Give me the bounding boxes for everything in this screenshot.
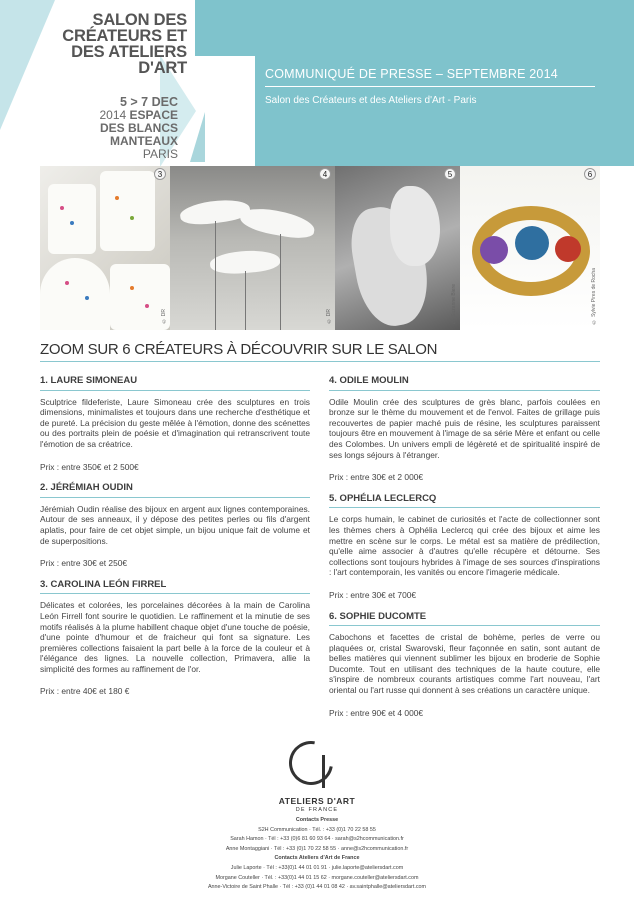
creator-description: Le corps humain, le cabinet de curiosités et l'acte de collectionner sont les thèmes chers à Ophélia Leclercq qui crée des bijoux et aime les mettre en scène sur le corps. Le métal est sa matière de prédilection, qu'elle aime associer à d'autres qu'elle récupère et détourne. Ses collections sont toujours hybrides à l'image de ses sources d'inspirations : l'art contemporain, les vanités ou encore l'imagerie médicale. bbox=[329, 514, 600, 578]
photo-number-badge: 3 bbox=[154, 168, 166, 180]
creator-section bbox=[329, 494, 600, 601]
creator-heading: 1. LAURE SIMONEAU bbox=[40, 376, 310, 391]
bracelet-gem bbox=[480, 236, 508, 264]
sculpture-rod bbox=[245, 271, 246, 330]
flower-motif bbox=[85, 296, 89, 300]
press-contact-line: Anne Montaggiani · Tél : +33 (0)1 70 22 58 55 · anne@s2hcommunication.fr bbox=[225, 845, 409, 852]
porcelain-cup bbox=[48, 184, 96, 254]
sculpture-rod bbox=[280, 234, 281, 330]
sculpture-rod bbox=[215, 221, 216, 330]
porcelain-cup bbox=[100, 171, 155, 251]
left-column bbox=[40, 376, 310, 708]
creator-heading: 5. OPHÉLIA LECLERCQ bbox=[329, 494, 600, 509]
photo-credit: © DR bbox=[326, 309, 332, 324]
ateliers-contacts-title: Contacts Ateliers d'Art de France bbox=[274, 855, 360, 862]
ateliers-logo-icon bbox=[280, 732, 341, 793]
creator-section bbox=[40, 483, 310, 569]
salon-city: PARIS bbox=[142, 147, 178, 161]
creator-description: Jérémiah Oudin réalise des bijoux en argent aux lignes contemporaines. Autour de ses anneaux, il y dépose des petites perles ou fils d'argent aplatis, pour faire de cet objet simple, un bijou unique fait de volume et de superpositions. bbox=[40, 503, 310, 546]
creator-price: Prix : entre 30€ et 2 000€ bbox=[329, 472, 424, 483]
creator-section bbox=[329, 612, 600, 719]
photo-number-badge: 5 bbox=[444, 168, 456, 180]
creator-heading: 3. CAROLINA LEÓN FIRREL bbox=[40, 580, 310, 595]
flower-motif bbox=[130, 286, 134, 290]
ateliers-contact-line: Julie Laporte · Tél : +33(0)1 44 01 01 91 · julie.laporte@ateliersdart.com bbox=[230, 864, 404, 871]
ateliers-logo-bar bbox=[322, 755, 325, 788]
hands-shape bbox=[390, 186, 440, 266]
press-release-title: COMMUNIQUÉ DE PRESSE – SEPTEMBRE 2014 bbox=[265, 67, 558, 81]
dove-sculpture bbox=[238, 205, 316, 242]
header-decor-triangle-bottom bbox=[190, 112, 205, 162]
right-column bbox=[329, 376, 600, 729]
salon-title: SALON DES CRÉATEURS ET DES ATELIERS D'ART bbox=[62, 11, 187, 77]
flower-motif bbox=[130, 216, 134, 220]
photo-hands bbox=[335, 166, 460, 330]
salon-venue-line1: ESPACE bbox=[129, 108, 178, 122]
contacts-footer bbox=[0, 816, 634, 893]
header-teal-band bbox=[195, 0, 634, 56]
press-contact-line: S2H Communication · Tél. : +33 (0)1 70 22 58 55 bbox=[258, 826, 376, 833]
creator-heading: 2. JÉRÉMIAH OUDIN bbox=[40, 483, 310, 498]
creator-price: Prix : entre 30€ et 700€ bbox=[329, 589, 417, 600]
creator-price: Prix : entre 350€ et 2 500€ bbox=[40, 461, 139, 472]
creator-section bbox=[329, 376, 600, 483]
zoom-heading: ZOOM SUR 6 CRÉATEURS À DÉCOUVRIR SUR LE SALON bbox=[40, 341, 438, 358]
porcelain-plate bbox=[40, 258, 110, 330]
flower-motif bbox=[65, 281, 69, 285]
creator-price: Prix : entre 30€ et 250€ bbox=[40, 558, 128, 569]
salon-dates-block bbox=[60, 96, 178, 161]
photo-credit: © Sylvie Pires de Rocha bbox=[591, 267, 597, 324]
flower-motif bbox=[145, 304, 149, 308]
zoom-divider bbox=[40, 361, 600, 362]
photo-porcelain bbox=[40, 166, 170, 330]
creator-heading: 4. ODILE MOULIN bbox=[329, 376, 600, 391]
press-contacts-title: Contacts Presse bbox=[295, 817, 339, 823]
creator-section bbox=[40, 580, 310, 697]
creator-price: Prix : entre 90€ et 4 000€ bbox=[329, 707, 424, 718]
photo-number-badge: 6 bbox=[584, 168, 596, 180]
photo-bracelet bbox=[460, 166, 600, 330]
creator-description: Délicates et colorées, les porcelaines décorées à la main de Carolina León Firrell font sourire le quotidien. Le raffinement et la minutie de ses motifs réalisés à la plume habillent chaque objet d'une touche de poésie, d'une pointe d'humour et de fraicheur qui font sa signature. Les premières collections faisaient la part belle à la force de la couleur et à l'élégance des lignes. La nouvelle collection, Primavera, allie la simplicité des formes au raffinement de l'or. bbox=[40, 600, 310, 674]
ateliers-contact-line: Morgane Couteller · Tél. : +33(0)1 44 01 15 62 · morgane.couteller@ateliersdart.com bbox=[215, 874, 419, 881]
press-divider bbox=[265, 86, 595, 87]
creator-description: Cabochons et facettes de cristal de bohème, perles de verre ou plaquées or, cristal Swarovski, fleur façonnée en satin, sont autant de belles matières qui viennent sublimer les bijoux en broderie de Sophie Ducomte. Tout en utilisant des techniques de la haute couture, elle s'inspire de nombreux courants artistiques comme l'art nouveau, l'art oriental ou l'art russe qui donnent à ses créations un caractère unique. bbox=[329, 632, 600, 696]
press-release-subtitle: Salon des Créateurs et des Ateliers d'Art - Paris bbox=[265, 95, 477, 106]
bracelet-gem bbox=[555, 236, 581, 262]
creator-description: Odile Moulin crée des sculptures de grès blanc, parfois coulées en bronze sur le thème du mouvement et de l'envol. Faites de grillage puis recouvertes de papier maché puis de résine, les sculptures paraissent toujours être en mouvement à l'image de sa série Mère et enfant ou celle des Colombes. Un univers empli de légèreté et de spiritualité inspiré de ses longs séjours à l'étranger. bbox=[329, 396, 600, 460]
logo-subtitle: DE FRANCE bbox=[295, 807, 339, 813]
flower-motif bbox=[60, 206, 64, 210]
creator-price: Prix : entre 40€ et 180 € bbox=[40, 686, 130, 697]
creator-heading: 6. SOPHIE DUCOMTE bbox=[329, 612, 600, 627]
salon-venue-line3: MANTEAUX bbox=[110, 134, 178, 148]
photo-strip bbox=[40, 166, 600, 330]
photo-doves bbox=[170, 166, 335, 330]
press-contact-line: Sarah Hamon · Tél : +33 (0)6 81 60 93 64 · sarah@s2hcommunication.fr bbox=[230, 836, 404, 843]
bracelet-gem bbox=[515, 226, 549, 260]
salon-year: 2014 bbox=[99, 108, 127, 122]
flower-motif bbox=[70, 221, 74, 225]
photo-credit: © Suzanne Biere bbox=[451, 283, 457, 324]
ateliers-contact-line: Anne-Victoire de Saint Phalle · Tél : +33 (0)1 44 01 08 42 · av.saintphalle@ateliersdart.com bbox=[207, 884, 427, 891]
salon-dates: 5 > 7 DEC bbox=[119, 95, 178, 109]
flower-motif bbox=[115, 196, 119, 200]
creator-section bbox=[40, 376, 310, 472]
salon-venue-line2: DES BLANCS bbox=[99, 121, 178, 135]
photo-credit: © DR bbox=[161, 309, 167, 324]
photo-number-badge: 4 bbox=[319, 168, 331, 180]
logo-name: ATELIERS D'ART bbox=[278, 796, 356, 806]
creator-description: Sculptrice fildeferiste, Laure Simoneau crée des sculptures en trois dimensions, minimalistes et toujours dans une recherche d'esthétique et de pureté. La précision du geste mêlée à l'émotion, donne des scénettes ou des portraits plein de poésie et d'imagination qui retranscrivent toute l'émotion de sa créatrice. bbox=[40, 396, 310, 449]
